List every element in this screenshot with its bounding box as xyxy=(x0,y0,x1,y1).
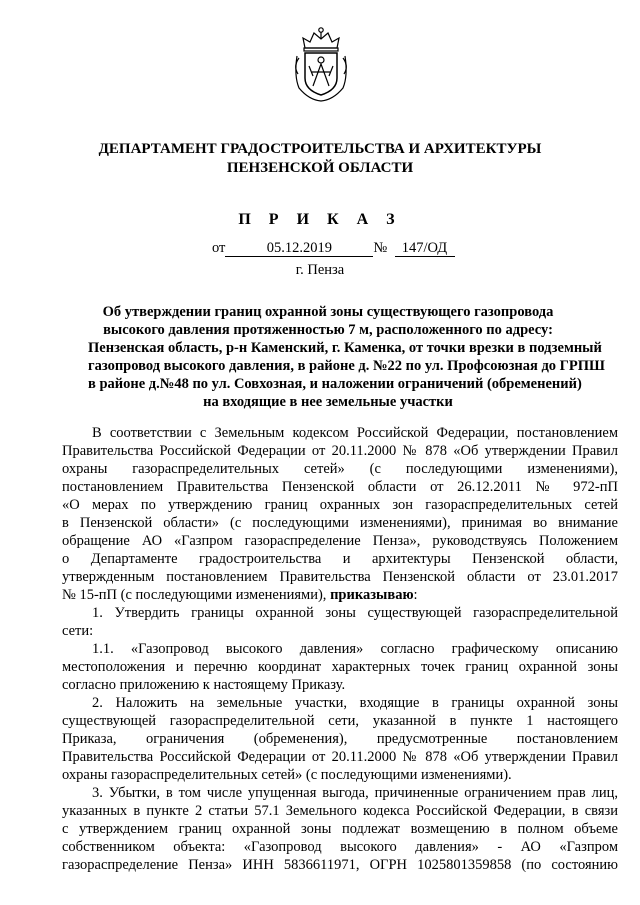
body-line: № 15-пП (с последующими изменениями), xyxy=(62,587,327,603)
body-line: охраны газораспределительных сетей» (с последующими изменениями), xyxy=(62,461,618,477)
city-name: г. Пенза xyxy=(295,262,345,278)
department-name-line1: ДЕПАРТАМЕНТ ГРАДОСТРОИТЕЛЬСТВА И АРХИТЕКТУРЫ xyxy=(98,141,542,157)
subject-line: газопровод высокого давления, в районе д. №22 по ул. Профсоюзная до ГРПШ xyxy=(88,358,605,374)
order-number: 147/ОД xyxy=(395,241,455,257)
body-line: согласно приложению к настоящему Приказу. xyxy=(62,677,346,693)
date-prefix: от xyxy=(212,240,226,256)
body-line-decree xyxy=(62,587,618,604)
body-line: сети: xyxy=(62,623,94,639)
date-number-line xyxy=(212,240,455,257)
decree-colon: : xyxy=(413,587,418,603)
decree-word: приказываю xyxy=(330,587,414,603)
body-line: 3. Убытки, в том числе упущенная выгода, причиненные ограничением прав лиц, xyxy=(92,785,618,801)
body-line: в Пензенской области» (с последующими изменениями), принимая во внимание xyxy=(62,515,618,531)
body-line: местоположения и перечню координат характерных точек границ охранной зоны xyxy=(62,659,618,675)
document-type-title: П Р И К А З xyxy=(238,211,402,228)
subject-line: на входящие в нее земельные участки xyxy=(203,394,453,410)
subject-line: Пензенская область, р-н Каменский, г. Каменка, от точки врезки в подземный xyxy=(88,340,602,356)
body-line: охраны газораспределительных сетей» (с последующими изменениями). xyxy=(62,767,512,783)
order-date: 05.12.2019 xyxy=(225,241,373,257)
body-line: Правительства Российской Федерации от 20.11.2000 № 878 «Об утверждении Правил xyxy=(62,443,618,459)
body-line: обращение АО «Газпром газораспределение Пенза», руководствуясь Положением xyxy=(62,533,618,549)
body-line: Правительства Российской Федерации от 20.11.2000 № 878 «Об утверждении Правил xyxy=(62,749,618,765)
body-line: указанных в пункте 2 статьи 57.1 Земельного кодекса Российской Федерации, в связи xyxy=(62,803,618,819)
number-prefix: № xyxy=(373,240,388,256)
body-line: 1.1. «Газопровод высокого давления» согласно графическому описанию xyxy=(92,641,618,657)
body-line: В соответствии с Земельным кодексом Российской Федерации, постановлением xyxy=(92,425,618,441)
body-line: Приказа, ограничения (обременения), предусмотренные постановлением xyxy=(62,731,618,747)
body-line: постановлением Правительства Пензенской области от 26.12.2011 № 972-пП xyxy=(62,479,618,495)
subject-line: Об утверждении границ охранной зоны существующего газопровода xyxy=(102,304,554,320)
coat-of-arms-emblem xyxy=(291,26,351,102)
body-line: 1. Утвердить границы охранной зоны существующей газораспределительной xyxy=(92,605,618,621)
department-name-line2: ПЕНЗЕНСКОЙ ОБЛАСТИ xyxy=(226,160,414,176)
body-line: 2. Наложить на земельные участки, входящие в границы охранной зоны xyxy=(92,695,618,711)
subject-line: высокого давления протяженностью 7 м, расположенного по адресу: xyxy=(103,322,553,338)
body-line: собственником объекта: «Газопровод высокого давления» - АО «Газпром xyxy=(62,839,618,855)
body-line: утвержденным постановлением Правительства Пензенской области от 23.01.2017 xyxy=(62,569,618,585)
body-line: с утверждением границ охранной зоны подлежат возмещению в полном объеме xyxy=(62,821,618,837)
body-line: о Департаменте градостроительства и архитектуры Пензенской области, xyxy=(62,551,618,567)
body-line: существующей газораспределительной сети, указанной в пункте 1 настоящего xyxy=(62,713,618,729)
body-line: «О мерах по утверждению границ охранных зон газораспределительных сетей xyxy=(62,497,618,513)
body-line: газораспределение Пенза» ИНН 5836611971, ОГРН 1025801359858 (по состоянию xyxy=(62,857,618,873)
subject-line: в районе д.№48 по ул. Совхозная, и наложении ограничений (обременений) xyxy=(88,376,582,392)
